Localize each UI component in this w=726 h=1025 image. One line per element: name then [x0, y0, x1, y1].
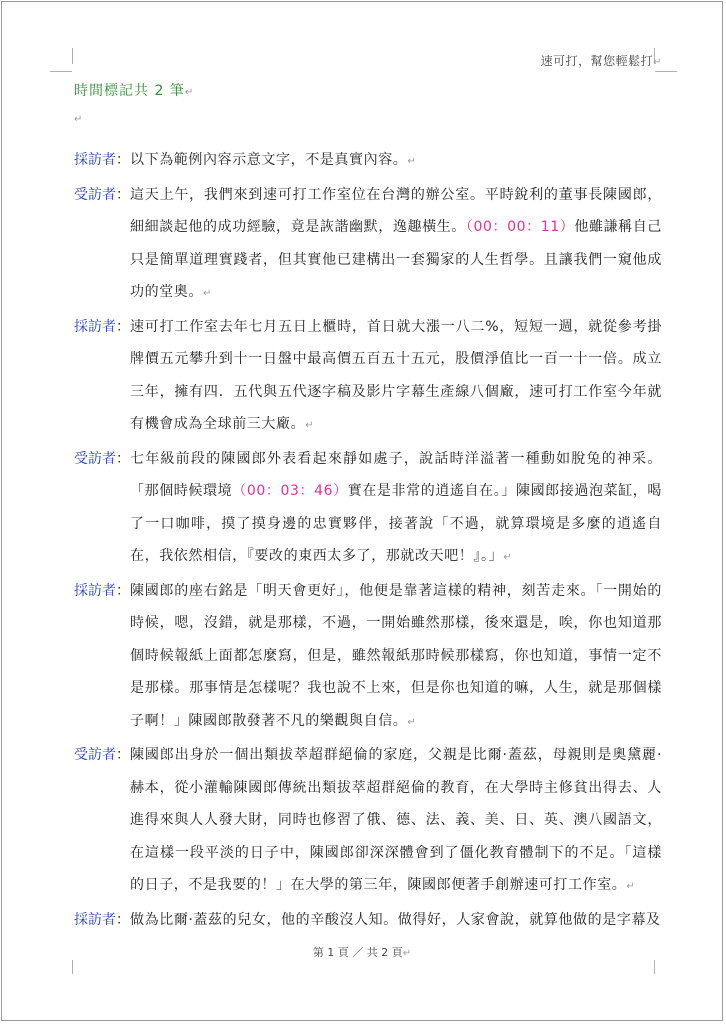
transcript-paragraph[interactable] [74, 575, 662, 740]
speaker-colon: ： [116, 152, 130, 168]
paragraph-text [130, 904, 662, 937]
text-run: 陳國郎出身於一個出類拔萃超群絕倫的家庭，父親是比爾·蓋茲，母親則是奧黛麗·赫本，從小灌輸陳國郎傳統出類拔萃超群絕倫的教育，在大學時主修貧出得去、人進得來與人人發大財，同時也修習了俄、德、法、義、美、日、英、澳八國語文，在這樣一段平淡的日子中，陳國郎卻深深體會到了僵化教育體制下的不足。「這樣的日子，不是我要的！」在大學的第三年，陳國郎便著手創辦速可打工作室。 [130, 747, 662, 893]
title-text: 時間標記共 2 筆 [74, 83, 185, 99]
transcript-paragraph[interactable] [74, 739, 662, 904]
text-run: 實在是非常的逍遙自在。」陳國郎接過泡菜缸，喝了一口咖啡，摸了摸身邊的忠實夥伴，接著說「不過，就算環境是多麼的逍遙自在，我依然相信，『要改的東西太多了，那就改天吧！』。」 [130, 483, 663, 564]
crop-mark-top-right-h [655, 71, 677, 72]
transcript-paragraph[interactable] [74, 904, 662, 937]
speaker-label [74, 179, 130, 311]
speaker-name: 受訪者 [74, 747, 116, 763]
paragraph-mark: ↵ [653, 57, 662, 68]
speaker-colon: ： [116, 450, 130, 467]
paragraph-mark: ↵ [626, 881, 636, 892]
speaker-label [74, 904, 130, 937]
header-text: 速可打，幫您輕鬆打 [540, 54, 654, 68]
transcript-paragraph[interactable] [74, 144, 662, 179]
crop-mark-top-left-v [72, 48, 73, 64]
paragraph-mark: ↵ [305, 420, 315, 431]
speaker-name: 採訪者 [74, 318, 116, 335]
timestamp-marker[interactable]: （00：03：46） [232, 483, 348, 499]
text-run: 以下為範例內容示意文字，不是真實內容。 [130, 152, 408, 168]
speaker-label [74, 739, 130, 904]
text-run: 七年級前段的陳國郎外表看起來靜如處子，說話時洋溢著一種動如脫兔的神采。「那個時候環境 [130, 450, 662, 499]
speaker-colon: ： [116, 582, 130, 599]
speaker-colon: ： [116, 318, 130, 335]
speaker-colon: ： [116, 186, 130, 203]
speaker-label [74, 575, 130, 740]
paragraph-text [130, 739, 662, 904]
paragraph-mark: ↵ [184, 87, 195, 98]
speaker-colon: ： [116, 747, 130, 763]
speaker-name: 採訪者 [74, 582, 116, 599]
empty-paragraph[interactable]: ↵ [74, 114, 83, 125]
footer-text: 第 1 頁 ／ 共 2 頁 [312, 946, 403, 959]
transcript-paragraph[interactable] [74, 443, 662, 575]
text-run: 陳國郎的座右銘是「明天會更好」，他便是靠著這樣的精神，刻苦走來。「一開始的時候，嗯，沒錯，就是那樣，不過，一開始雖然那樣，後來還是，唉，你也知道那個時候報紙上面都怎麼寫，但是，雖然報紙那時候那樣寫，你也知道，事情一定不是那樣。那事情是怎樣呢？我也說不上來，但是你也知道的嘛，人生，就是那個樣子啊！」陳國郎散發著不凡的樂觀與自信。 [130, 582, 662, 729]
paragraph-text [130, 144, 662, 179]
timestamp-marker[interactable]: （00：00：11） [465, 219, 575, 235]
speaker-name: 受訪者 [74, 186, 116, 203]
speaker-colon: ： [116, 911, 130, 928]
paragraph-text [130, 311, 662, 443]
speaker-name: 採訪者 [74, 911, 116, 928]
document-body[interactable] [74, 144, 662, 936]
text-run: 做為比爾·蓋茲的兒女，他的辛酸沒人知。做得好，人家會說，就算他做的是字幕及 [130, 911, 661, 928]
text-run: 速可打工作室去年七月五日上櫃時，首日就大漲一八二%，短短一週，就從參考掛牌價五元攀升到十一日盤中最高價五百五十五元，股價淨值比一百一十一倍。成立三年，擁有四．五代與五代逐字稿及影片字幕生產線八個廠，速可打工作室今年就有機會成為全球前三大廠。 [130, 318, 662, 432]
paragraph-mark: ↵ [407, 156, 417, 167]
paragraph-text [130, 443, 662, 575]
speaker-name: 採訪者 [74, 152, 116, 168]
paragraph-mark: ↵ [503, 552, 513, 563]
paragraph-mark: ↵ [402, 948, 412, 959]
crop-mark-bottom-right-v [654, 960, 655, 974]
transcript-paragraph[interactable] [74, 179, 662, 311]
paragraph-mark: ↵ [203, 288, 212, 299]
speaker-label [74, 144, 130, 179]
document-page [1, 1, 723, 1021]
speaker-name: 受訪者 [74, 450, 116, 467]
text-run: 他雖謙稱自己只是簡單道理實踐者，但其實他已建構出一套獨家的人生哲學。且讓我們一窺他成功的堂奧。 [130, 219, 662, 300]
page-footer[interactable] [2, 944, 722, 960]
transcript-paragraph[interactable] [74, 311, 662, 443]
crop-mark-bottom-left-v [72, 960, 73, 974]
paragraph-text [130, 575, 662, 740]
text-run: 這天上午，我們來到速可打工作室位在台灣的辦公室。平時銳利的董事長陳國郎，細細談起他的成功經驗，竟是詼諧幽默，逸趣橫生。 [130, 186, 662, 235]
speaker-label [74, 443, 130, 575]
timestamp-count-title[interactable] [74, 80, 194, 100]
paragraph-text [130, 179, 662, 311]
page-header[interactable] [541, 52, 662, 69]
speaker-label [74, 311, 130, 443]
crop-mark-top-left-h [50, 71, 72, 72]
paragraph-mark: ↵ [407, 716, 417, 728]
